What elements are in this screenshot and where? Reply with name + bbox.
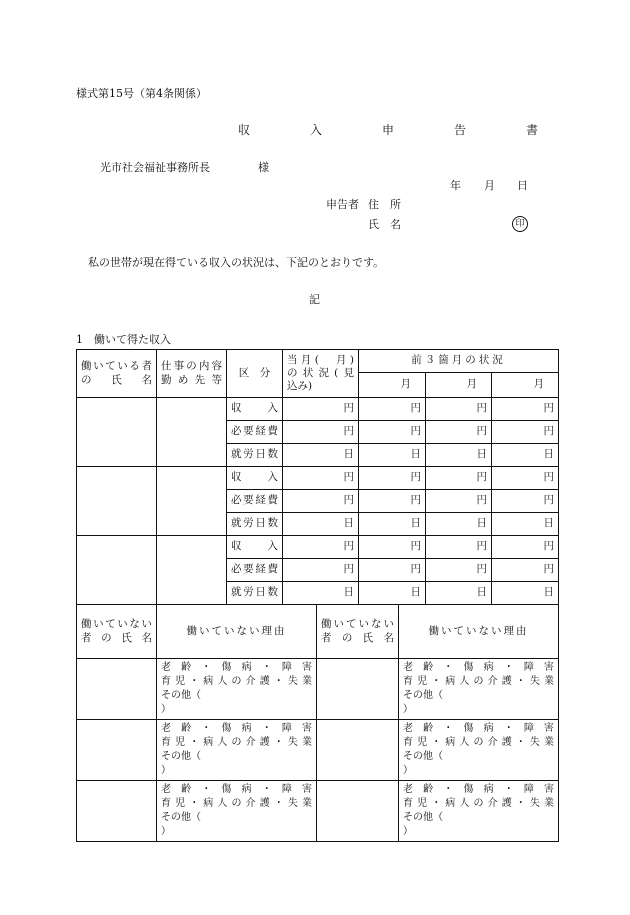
earned-income-table (76, 349, 559, 605)
date-month: 月 (484, 179, 495, 192)
unit-cell[interactable]: 日 (359, 582, 426, 605)
worker-name-cell[interactable] (77, 536, 157, 605)
header-month: 月 (359, 373, 426, 398)
reason-options[interactable]: 老齢・傷病・障害 育児・病人の介護・失業 その他（ ） (157, 720, 317, 781)
unit-cell[interactable]: 日 (283, 513, 359, 536)
header-category: 区 分 (227, 350, 283, 398)
nonworker-name-cell[interactable] (317, 781, 399, 842)
row-label-income: 収 入 (227, 536, 283, 559)
nonworker-name-cell[interactable] (77, 659, 157, 720)
unit-cell[interactable]: 円 (283, 421, 359, 444)
unit-cell[interactable]: 日 (492, 513, 559, 536)
row-label-expenses: 必要経費 (227, 559, 283, 582)
unit-cell[interactable]: 円 (492, 398, 559, 421)
section1-title: 1 働いて得た収入 (76, 333, 171, 346)
reason-options[interactable]: 老齢・傷病・障害 育児・病人の介護・失業 その他（ ） (399, 720, 559, 781)
nonworker-name-cell[interactable] (77, 720, 157, 781)
header-prev-3-months: 前３箇月の状況 (359, 350, 559, 373)
unit-cell[interactable]: 円 (283, 467, 359, 490)
unit-cell[interactable]: 日 (426, 582, 492, 605)
unit-cell[interactable]: 円 (426, 559, 492, 582)
address-label: 住 所 (368, 198, 401, 211)
header-month: 月 (426, 373, 492, 398)
nonworker-name-cell[interactable] (317, 720, 399, 781)
statement: 私の世帯が現在得ている収入の状況は、下記のとおりです。 (88, 256, 385, 269)
header-worker-name: 働いている者 の 氏 名 (77, 350, 157, 398)
unit-cell[interactable]: 円 (426, 490, 492, 513)
row-label-workdays: 就労日数 (227, 444, 283, 467)
reason-options[interactable]: 老齢・傷病・障害 育児・病人の介護・失業 その他（ ） (399, 659, 559, 720)
unit-cell[interactable]: 円 (283, 398, 359, 421)
unit-cell[interactable]: 円 (283, 490, 359, 513)
non-working-table (76, 604, 559, 842)
job-cell[interactable] (157, 398, 227, 467)
unit-cell[interactable]: 円 (359, 559, 426, 582)
unit-cell[interactable]: 円 (492, 559, 559, 582)
unit-cell[interactable]: 円 (492, 421, 559, 444)
unit-cell[interactable]: 円 (359, 421, 426, 444)
date-year: 年 (450, 179, 461, 192)
unit-cell[interactable]: 円 (426, 421, 492, 444)
worker-name-cell[interactable] (77, 467, 157, 536)
row-label-expenses: 必要経費 (227, 490, 283, 513)
form-number: 様式第15号（第4条関係） (76, 87, 207, 100)
nonworker-name-cell[interactable] (317, 659, 399, 720)
seal-mark: 印 (512, 216, 528, 232)
header-reason: 働いていない理由 (399, 605, 559, 659)
header-reason: 働いていない理由 (157, 605, 317, 659)
unit-cell[interactable]: 円 (359, 536, 426, 559)
job-cell[interactable] (157, 536, 227, 605)
ki-mark: 記 (309, 293, 320, 306)
unit-cell[interactable]: 日 (359, 444, 426, 467)
unit-cell[interactable]: 円 (283, 559, 359, 582)
header-job: 仕事の内容 勤め先等 (157, 350, 227, 398)
unit-cell[interactable]: 日 (492, 582, 559, 605)
row-label-workdays: 就労日数 (227, 582, 283, 605)
honorific: 様 (258, 161, 269, 174)
unit-cell[interactable]: 円 (492, 490, 559, 513)
worker-name-cell[interactable] (77, 398, 157, 467)
row-label-workdays: 就労日数 (227, 513, 283, 536)
addressee: 光市社会福祉事務所長 (100, 161, 210, 174)
unit-cell[interactable]: 円 (426, 398, 492, 421)
reason-options[interactable]: 老齢・傷病・障害 育児・病人の介護・失業 その他（ ） (399, 781, 559, 842)
name-label: 氏 名 (368, 218, 401, 231)
row-label-expenses: 必要経費 (227, 421, 283, 444)
header-current-month: 当月( 月) の状況(見 込み) (283, 350, 359, 398)
date-day: 日 (517, 179, 528, 192)
header-month: 月 (492, 373, 559, 398)
unit-cell[interactable]: 円 (492, 536, 559, 559)
document-title: 収 入 申 告 書 (238, 123, 563, 137)
reason-options[interactable]: 老齢・傷病・障害 育児・病人の介護・失業 その他（ ） (157, 659, 317, 720)
unit-cell[interactable]: 円 (426, 536, 492, 559)
header-nonworker-name: 働いていない 者の氏名 (317, 605, 399, 659)
nonworker-name-cell[interactable] (77, 781, 157, 842)
unit-cell[interactable]: 日 (426, 444, 492, 467)
applicant-role: 申告者 (326, 198, 359, 211)
unit-cell[interactable]: 日 (283, 582, 359, 605)
reason-options[interactable]: 老齢・傷病・障害 育児・病人の介護・失業 その他（ ） (157, 781, 317, 842)
unit-cell[interactable]: 日 (283, 444, 359, 467)
unit-cell[interactable]: 円 (492, 467, 559, 490)
job-cell[interactable] (157, 467, 227, 536)
unit-cell[interactable]: 日 (426, 513, 492, 536)
header-nonworker-name: 働いていない 者の氏名 (77, 605, 157, 659)
unit-cell[interactable]: 円 (426, 467, 492, 490)
unit-cell[interactable]: 日 (492, 444, 559, 467)
row-label-income: 収 入 (227, 467, 283, 490)
unit-cell[interactable]: 円 (359, 467, 426, 490)
unit-cell[interactable]: 円 (283, 536, 359, 559)
unit-cell[interactable]: 円 (359, 490, 426, 513)
unit-cell[interactable]: 円 (359, 398, 426, 421)
row-label-income: 収 入 (227, 398, 283, 421)
unit-cell[interactable]: 日 (359, 513, 426, 536)
